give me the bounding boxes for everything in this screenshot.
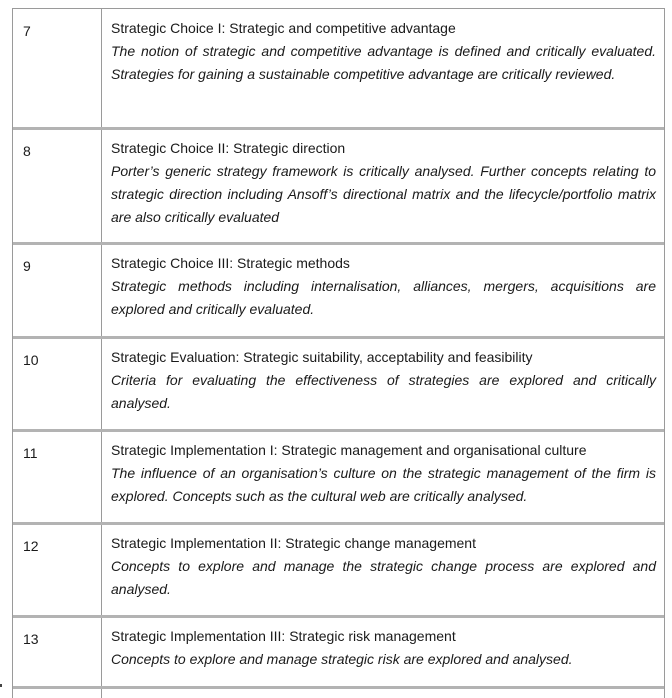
week-number: 13 xyxy=(23,631,39,647)
table-row xyxy=(13,338,664,431)
margin-mark xyxy=(0,684,2,687)
topic-cell xyxy=(111,17,656,86)
topic-title: Strategic Choice I: Strategic and competitive advantage xyxy=(111,20,456,36)
topic-description: Concepts to explore and manage strategic risk are explored and analysed. xyxy=(111,651,573,667)
topic-title: Strategic Implementation II: Strategic change management xyxy=(111,535,476,551)
week-number: 10 xyxy=(23,352,39,368)
course-schedule-table xyxy=(12,8,665,698)
topic-title: Strategic Implementation I: Strategic management and organisational culture xyxy=(111,442,587,458)
topic-description: Criteria for evaluating the effectiveness of strategies are explored and critically analysed. xyxy=(111,372,656,411)
week-number: 8 xyxy=(23,143,31,159)
table-row xyxy=(13,617,664,690)
row-divider xyxy=(13,686,664,689)
week-number: 11 xyxy=(23,445,38,461)
week-number: 7 xyxy=(23,23,31,39)
table-row xyxy=(13,244,664,338)
topic-description: Porter’s generic strategy framework is critically analysed. Further concepts relating to strategic direction including Ansoff’s directional matrix and the lifecycle/portfolio matrix are also critically evaluated xyxy=(111,163,656,225)
topic-description: The influence of an organisation’s culture on the strategic management of the firm is explored. Concepts such as the cultural web are critically analysed. xyxy=(111,465,656,504)
table-row xyxy=(13,431,664,524)
week-number: 9 xyxy=(23,258,31,274)
topic-title: Strategic Choice III: Strategic methods xyxy=(111,255,350,271)
topic-cell xyxy=(111,137,656,229)
topic-description: The notion of strategic and competitive advantage is defined and critically evaluated. Strategies for gaining a sustainable competitive advantage are critically reviewed. xyxy=(111,43,656,82)
topic-cell xyxy=(111,439,656,508)
topic-cell xyxy=(111,346,656,415)
topic-title: Strategic Choice II: Strategic direction xyxy=(111,140,346,156)
topic-cell xyxy=(111,252,656,321)
week-number: 12 xyxy=(23,538,39,554)
table-row xyxy=(13,9,664,129)
topic-description: Concepts to explore and manage the strategic change process are explored and analysed. xyxy=(111,558,656,597)
topic-cell xyxy=(111,625,656,671)
topic-description: Strategic methods including internalisation, alliances, mergers, acquisitions are explored and critically evaluated. xyxy=(111,278,656,317)
table-row xyxy=(13,524,664,617)
topic-cell xyxy=(111,532,656,601)
table-row xyxy=(13,129,664,244)
topic-title: Strategic Evaluation: Strategic suitability, acceptability and feasibility xyxy=(111,349,533,365)
topic-title: Strategic Implementation III: Strategic risk management xyxy=(111,628,456,644)
